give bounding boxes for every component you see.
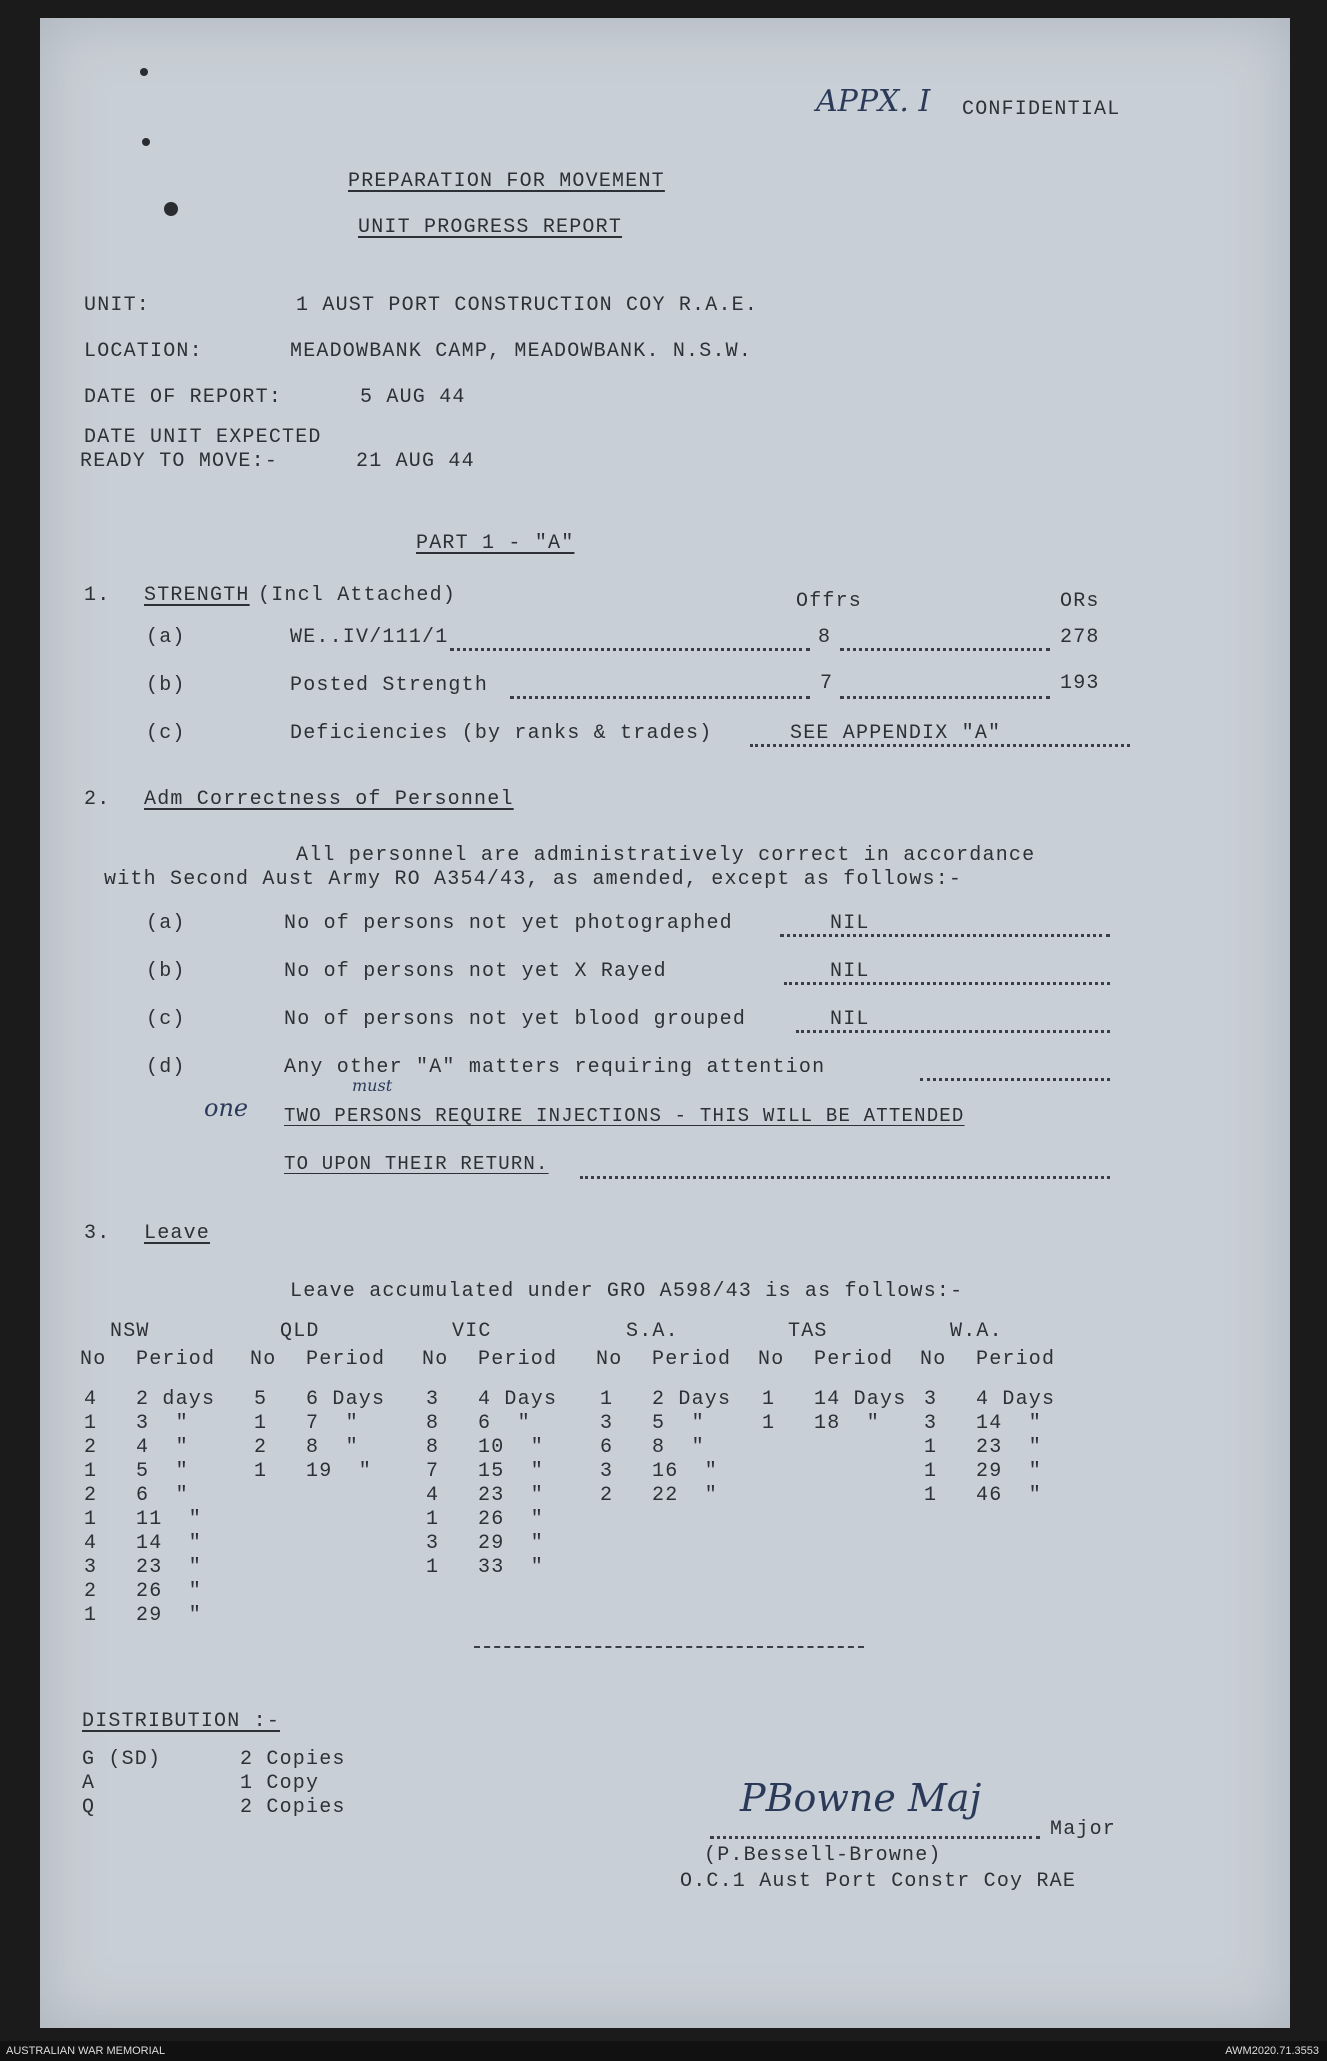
distribution-to: A xyxy=(82,1772,96,1795)
leave-count: 2 xyxy=(84,1484,98,1507)
footer-bar xyxy=(0,2041,1327,2061)
strength-establishment: WE..IV/111/1 xyxy=(290,626,449,649)
date-label: DATE OF REPORT: xyxy=(84,386,283,409)
state-header: S.A. xyxy=(626,1320,679,1343)
leave-period: 6 Days xyxy=(306,1388,386,1411)
leave-count: 7 xyxy=(426,1460,440,1483)
punch-hole xyxy=(142,138,150,146)
no-column-header: No xyxy=(758,1348,785,1371)
leave-period: 23 " xyxy=(136,1556,203,1579)
section-number: 3. xyxy=(84,1222,111,1245)
period-column xyxy=(306,1388,385,1484)
leave-count: 3 xyxy=(924,1388,938,1411)
separator-line xyxy=(474,1646,864,1648)
photographed-value: NIL xyxy=(830,912,870,935)
leave-period: 33 " xyxy=(478,1556,545,1579)
handwritten-correction: one xyxy=(204,1094,249,1122)
leave-period: 22 " xyxy=(652,1484,719,1507)
no-column-header: No xyxy=(250,1348,277,1371)
section-number: 2. xyxy=(84,788,111,811)
other-matters-label: Any other "A" matters requiring attention xyxy=(284,1056,826,1079)
no-column xyxy=(254,1388,267,1484)
leave-period: 14 " xyxy=(136,1532,203,1555)
adm-paragraph-2: with Second Aust Army RO A354/43, as amended, except as follows:- xyxy=(104,868,963,891)
photographed-label: No of persons not yet photographed xyxy=(284,912,733,935)
posted-strength-label: Posted Strength xyxy=(290,674,489,697)
distribution-copies: 1 Copy xyxy=(240,1772,320,1795)
leave-count: 2 xyxy=(600,1484,614,1507)
leave-count: 2 xyxy=(84,1436,98,1459)
strength-subtitle: (Incl Attached) xyxy=(258,584,457,607)
leave-period: 18 " xyxy=(814,1412,881,1435)
blood-grouped-value: NIL xyxy=(830,1008,870,1031)
leave-count: 1 xyxy=(254,1460,268,1483)
leave-period: 26 " xyxy=(478,1508,545,1531)
leave-period: 15 " xyxy=(478,1460,545,1483)
leave-period: 8 " xyxy=(306,1436,359,1459)
appendix-annotation: APPX. I xyxy=(816,84,931,119)
expected-label-2: READY TO MOVE:- xyxy=(80,450,279,473)
expected-label: DATE UNIT EXPECTED xyxy=(84,426,322,449)
item-label: (a) xyxy=(146,912,186,935)
distribution-heading: DISTRIBUTION :- xyxy=(82,1710,281,1733)
unit-label: UNIT: xyxy=(84,294,151,317)
distribution-copies: 2 Copies xyxy=(240,1796,346,1819)
leave-count: 1 xyxy=(426,1556,440,1579)
leave-count: 3 xyxy=(426,1388,440,1411)
leave-count: 1 xyxy=(426,1508,440,1531)
period-column xyxy=(976,1388,1055,1508)
leave-period: 4 " xyxy=(136,1436,189,1459)
state-header: W.A. xyxy=(950,1320,1003,1343)
signature-rank: Major xyxy=(1050,1818,1117,1841)
distribution-copies: 2 Copies xyxy=(240,1748,346,1771)
state-header: NSW xyxy=(110,1320,150,1343)
leave-count: 1 xyxy=(762,1388,776,1411)
establishment-offrs: 8 xyxy=(818,626,832,649)
leave-count: 3 xyxy=(924,1412,938,1435)
signature-line xyxy=(710,1836,1040,1839)
leave-period: 14 Days xyxy=(814,1388,907,1411)
other-matters-text-2: TO UPON THEIR RETURN. xyxy=(284,1153,549,1175)
no-column xyxy=(924,1388,937,1508)
no-column-header: No xyxy=(422,1348,449,1371)
signatory-name: (P.Bessell-Browne) xyxy=(704,1844,942,1867)
item-label: (c) xyxy=(146,722,186,745)
leave-period: 2 days xyxy=(136,1388,216,1411)
leave-period: 7 " xyxy=(306,1412,359,1435)
punch-hole xyxy=(164,202,178,216)
leave-period: 4 Days xyxy=(478,1388,558,1411)
leave-count: 1 xyxy=(762,1412,776,1435)
leave-period: 3 " xyxy=(136,1412,189,1435)
leave-period: 23 " xyxy=(478,1484,545,1507)
state-header: TAS xyxy=(788,1320,828,1343)
leave-count: 1 xyxy=(600,1388,614,1411)
signatory-title: O.C.1 Aust Port Constr Coy RAE xyxy=(680,1870,1077,1893)
leader-dots xyxy=(450,648,810,651)
leader-dots xyxy=(784,982,1110,985)
leader-dots xyxy=(796,1030,1110,1033)
leave-period: 29 " xyxy=(478,1532,545,1555)
leave-count: 1 xyxy=(924,1484,938,1507)
leave-count: 2 xyxy=(84,1580,98,1603)
xrayed-value: NIL xyxy=(830,960,870,983)
no-column xyxy=(762,1388,775,1436)
leave-count: 3 xyxy=(600,1460,614,1483)
no-column-header: No xyxy=(80,1348,107,1371)
leave-period: 23 " xyxy=(976,1436,1043,1459)
punch-hole xyxy=(140,68,148,76)
item-label: (d) xyxy=(146,1056,186,1079)
period-column-header: Period xyxy=(652,1348,732,1371)
offrs-header: Offrs xyxy=(796,590,863,613)
leave-period: 5 " xyxy=(652,1412,705,1435)
leave-count: 8 xyxy=(426,1436,440,1459)
no-column xyxy=(84,1388,97,1628)
leave-period: 6 " xyxy=(478,1412,531,1435)
leave-count: 1 xyxy=(84,1412,98,1435)
adm-heading: Adm Correctness of Personnel xyxy=(144,788,514,811)
distribution-to: G (SD) xyxy=(82,1748,162,1771)
period-column-header: Period xyxy=(976,1348,1056,1371)
period-column-header: Period xyxy=(306,1348,386,1371)
leave-count: 1 xyxy=(84,1460,98,1483)
leave-count: 3 xyxy=(426,1532,440,1555)
leave-period: 8 " xyxy=(652,1436,705,1459)
leave-count: 8 xyxy=(426,1412,440,1435)
footer-reference: AWM2020.71.3553 xyxy=(1225,2045,1319,2057)
leave-count: 1 xyxy=(84,1508,98,1531)
part-heading: PART 1 - "A" xyxy=(416,532,575,555)
strength-heading: STRENGTH xyxy=(144,584,250,607)
leave-count: 1 xyxy=(84,1604,98,1627)
signature-image: PBowne Maj xyxy=(740,1776,982,1820)
other-matters-text: TWO PERSONS REQUIRE INJECTIONS - THIS WILL BE ATTENDED xyxy=(284,1105,965,1127)
leave-count: 3 xyxy=(84,1556,98,1579)
leave-period: 11 " xyxy=(136,1508,203,1531)
leave-period: 46 " xyxy=(976,1484,1043,1507)
leader-dots xyxy=(780,934,1110,937)
expected-value: 21 AUG 44 xyxy=(356,450,475,473)
state-header: VIC xyxy=(452,1320,492,1343)
leave-count: 4 xyxy=(426,1484,440,1507)
leave-count: 1 xyxy=(254,1412,268,1435)
leader-dots xyxy=(840,696,1050,699)
leave-period: 5 " xyxy=(136,1460,189,1483)
leave-count: 3 xyxy=(600,1412,614,1435)
state-header: QLD xyxy=(280,1320,320,1343)
leave-period: 6 " xyxy=(136,1484,189,1507)
leave-period: 10 " xyxy=(478,1436,545,1459)
date-value: 5 AUG 44 xyxy=(360,386,466,409)
blood-grouped-label: No of persons not yet blood grouped xyxy=(284,1008,747,1031)
handwritten-insertion: must xyxy=(352,1076,393,1095)
leave-period: 26 " xyxy=(136,1580,203,1603)
period-column xyxy=(136,1388,215,1628)
leader-dots xyxy=(580,1176,1110,1179)
xrayed-label: No of persons not yet X Rayed xyxy=(284,960,667,983)
leader-dots xyxy=(840,648,1050,651)
deficiencies-label: Deficiencies (by ranks & trades) xyxy=(290,722,713,745)
leave-count: 4 xyxy=(84,1532,98,1555)
item-label: (c) xyxy=(146,1008,186,1031)
leave-count: 6 xyxy=(600,1436,614,1459)
posted-ors: 193 xyxy=(1060,672,1100,695)
period-column xyxy=(478,1388,557,1580)
leave-count: 2 xyxy=(254,1436,268,1459)
item-label: (b) xyxy=(146,674,186,697)
section-number: 1. xyxy=(84,584,111,607)
deficiencies-value: SEE APPENDIX "A" xyxy=(790,722,1002,745)
ors-header: ORs xyxy=(1060,590,1100,613)
establishment-ors: 278 xyxy=(1060,626,1100,649)
leave-count: 1 xyxy=(924,1436,938,1459)
leave-heading: Leave xyxy=(144,1222,211,1245)
document-title: PREPARATION FOR MOVEMENT xyxy=(348,170,665,193)
leave-period: 16 " xyxy=(652,1460,719,1483)
distribution-to: Q xyxy=(82,1796,96,1819)
leave-period: 4 Days xyxy=(976,1388,1056,1411)
leave-period: 29 " xyxy=(976,1460,1043,1483)
no-column xyxy=(426,1388,439,1580)
location-value: MEADOWBANK CAMP, MEADOWBANK. N.S.W. xyxy=(290,340,753,363)
no-column xyxy=(600,1388,613,1508)
document-page xyxy=(40,18,1290,2028)
footer-source: AUSTRALIAN WAR MEMORIAL xyxy=(6,2045,166,2057)
period-column-header: Period xyxy=(814,1348,894,1371)
document-subtitle: UNIT PROGRESS REPORT xyxy=(358,216,623,239)
period-column-header: Period xyxy=(136,1348,216,1371)
item-label: (a) xyxy=(146,626,186,649)
no-column-header: No xyxy=(920,1348,947,1371)
leave-period: 2 Days xyxy=(652,1388,732,1411)
leave-count: 1 xyxy=(924,1460,938,1483)
leader-dots xyxy=(920,1078,1110,1081)
leader-dots xyxy=(750,744,1130,747)
leave-intro: Leave accumulated under GRO A598/43 is as follows:- xyxy=(290,1280,964,1303)
leave-period: 19 " xyxy=(306,1460,373,1483)
period-column-header: Period xyxy=(478,1348,558,1371)
leave-period: 14 " xyxy=(976,1412,1043,1435)
leave-period: 29 " xyxy=(136,1604,203,1627)
posted-offrs: 7 xyxy=(820,672,834,695)
leave-count: 5 xyxy=(254,1388,268,1411)
leader-dots xyxy=(510,696,810,699)
no-column-header: No xyxy=(596,1348,623,1371)
period-column xyxy=(652,1388,731,1508)
item-label: (b) xyxy=(146,960,186,983)
unit-value: 1 AUST PORT CONSTRUCTION COY R.A.E. xyxy=(296,294,759,317)
period-column xyxy=(814,1388,906,1436)
location-label: LOCATION: xyxy=(84,340,203,363)
adm-paragraph: All personnel are administratively correct in accordance xyxy=(296,844,1036,867)
leave-count: 4 xyxy=(84,1388,98,1411)
classification-stamp: CONFIDENTIAL xyxy=(962,98,1121,121)
